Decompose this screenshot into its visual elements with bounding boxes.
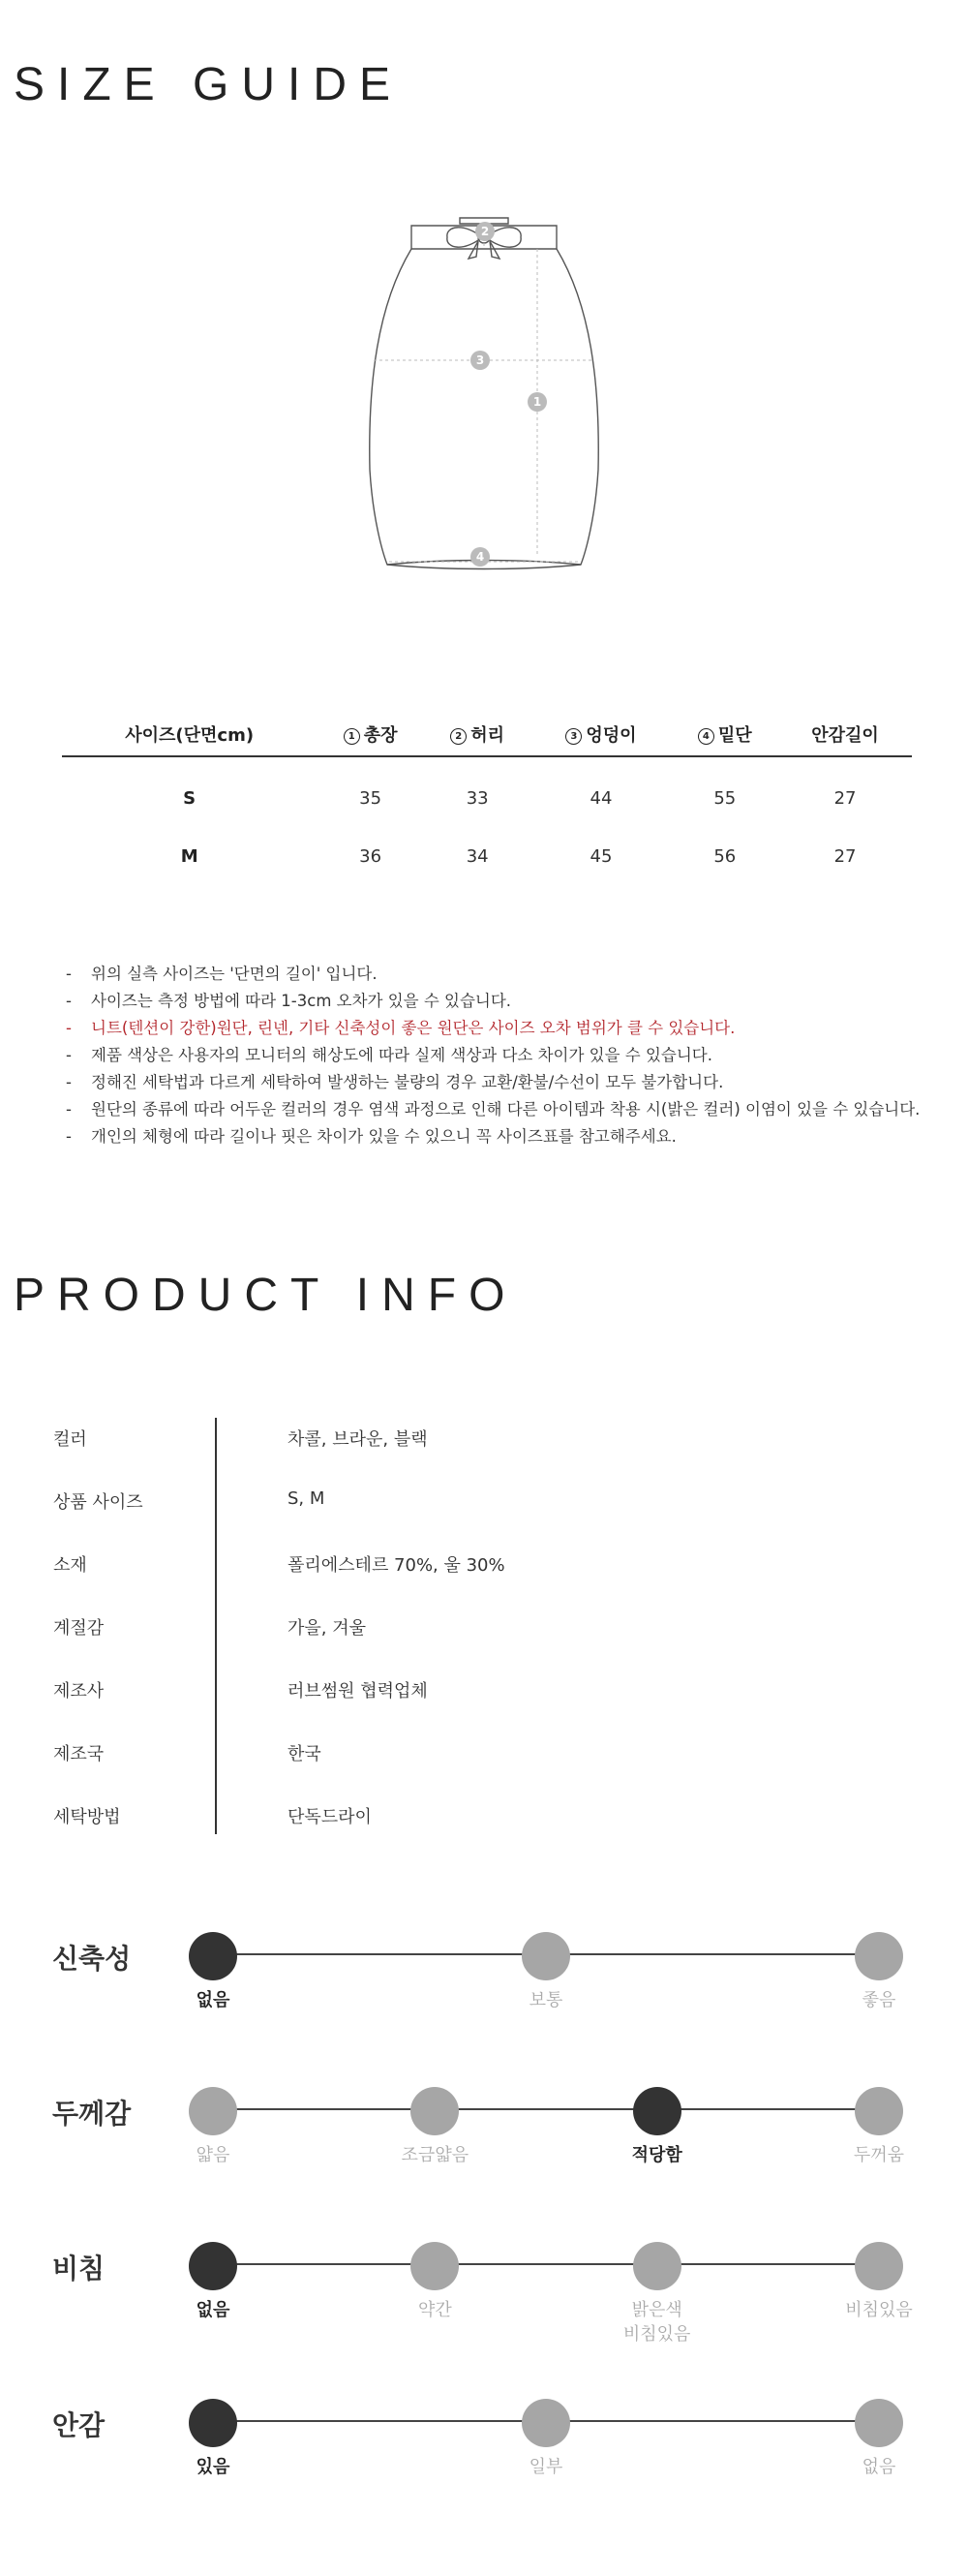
scale-dot-selected	[189, 1932, 237, 1980]
scale-track	[213, 2108, 879, 2110]
table-cell: 44	[590, 787, 613, 809]
info-value: 차콜, 브라운, 블랙	[287, 1429, 428, 1450]
info-row-season	[53, 1605, 905, 1668]
diagram-marker-4: 4	[470, 547, 490, 567]
scale-dot	[189, 2087, 237, 2135]
scale-option-label: 없음	[862, 2457, 896, 2477]
info-row-material	[53, 1542, 905, 1605]
info-key: 제조국	[53, 1744, 105, 1764]
scale-dot-selected	[189, 2399, 237, 2447]
size-notes-list	[66, 961, 937, 1150]
scale-dot	[633, 2242, 681, 2290]
info-key: 세탁방법	[53, 1807, 121, 1827]
info-row-washing	[53, 1794, 905, 1856]
product-info-table	[53, 1416, 905, 1856]
size-guide-title: SIZE GUIDE	[14, 59, 404, 110]
info-row-size	[53, 1479, 905, 1542]
scale-option-label: 없음	[196, 1990, 230, 2010]
scale-option-label: 두꺼움	[853, 2145, 905, 2165]
scale-option-label: 얇음	[196, 2145, 230, 2165]
header-hem: 4 밑단	[672, 712, 779, 756]
scale-dot	[855, 1932, 903, 1980]
scale-option-label: 있음	[196, 2457, 230, 2477]
scale-option-label: 적당함	[631, 2145, 682, 2165]
product-info-title: PRODUCT INFO	[14, 1270, 518, 1321]
note-item: - 사이즈는 측정 방법에 따라 1-3cm 오차가 있을 수 있습니다.	[66, 988, 937, 1015]
table-cell: 55	[713, 787, 737, 809]
note-item: - 제품 색상은 사용자의 모니터의 해상도에 따라 실제 색상과 다소 차이가 있을 수 있습니다.	[66, 1042, 937, 1069]
size-table	[62, 712, 912, 885]
scale-dot	[855, 2242, 903, 2290]
scale-option-label: 보통	[529, 1990, 563, 2010]
scale-dot	[855, 2399, 903, 2447]
header-waist: 2 허리	[424, 712, 531, 756]
info-value: S, M	[287, 1488, 325, 1509]
size-label: S	[183, 787, 197, 809]
table-cell: 36	[359, 845, 382, 867]
attribute-scale	[0, 2087, 968, 2203]
table-cell: 56	[713, 845, 737, 867]
header-lining-length: 안감길이	[811, 724, 879, 746]
info-key: 제조사	[53, 1681, 105, 1702]
header-total-length: 1 총장	[317, 712, 424, 756]
divider	[215, 1418, 217, 1834]
info-row-color	[53, 1416, 905, 1479]
info-key: 소재	[53, 1555, 87, 1576]
table-cell: 33	[466, 787, 489, 809]
attribute-scale	[0, 2242, 968, 2358]
table-cell: 34	[466, 845, 489, 867]
info-value: 폴리에스테르 70%, 울 30%	[287, 1555, 505, 1576]
table-cell: 45	[590, 845, 613, 867]
table-cell: 27	[833, 787, 857, 809]
size-table-header	[62, 712, 912, 756]
table-cell: 27	[833, 845, 857, 867]
attribute-label: 비침	[52, 2253, 106, 2285]
info-value: 한국	[287, 1744, 321, 1764]
header-hip: 3 엉덩이	[530, 712, 671, 756]
attribute-scale	[0, 1932, 968, 2048]
info-key: 계절감	[53, 1618, 105, 1639]
scale-dot	[522, 1932, 570, 1980]
scale-option-label: 밝은색 비침있음	[622, 2300, 691, 2345]
diagram-marker-2: 2	[475, 222, 495, 241]
scale-dot	[410, 2087, 459, 2135]
scale-option-label: 조금얇음	[401, 2145, 469, 2165]
scale-track	[213, 2263, 879, 2265]
scale-option-label: 비침있음	[845, 2300, 913, 2320]
info-value: 단독드라이	[287, 1807, 372, 1827]
info-value: 가을, 겨울	[287, 1618, 366, 1639]
scale-dot	[522, 2399, 570, 2447]
attribute-label: 두께감	[52, 2098, 132, 2130]
scale-dot	[410, 2242, 459, 2290]
header-size-unit: 사이즈(단면cm)	[125, 724, 255, 746]
scale-option-label: 약간	[417, 2300, 452, 2320]
table-cell: 35	[359, 787, 382, 809]
note-item: - 원단의 종류에 따라 어두운 컬러의 경우 염색 과정으로 인해 다른 아이템과 착용 시(밝은 컬러) 이염이 있을 수 있습니다.	[66, 1096, 937, 1123]
attribute-scale	[0, 2399, 968, 2515]
skirt-diagram	[368, 208, 600, 576]
info-row-country	[53, 1731, 905, 1794]
info-key: 상품 사이즈	[53, 1492, 143, 1513]
scale-dot-selected	[189, 2242, 237, 2290]
diagram-marker-1: 1	[528, 392, 547, 412]
size-label: M	[180, 845, 198, 867]
info-key: 컬러	[53, 1429, 87, 1450]
scale-option-label: 좋음	[862, 1990, 896, 2010]
note-item: - 개인의 체형에 따라 길이나 핏은 차이가 있을 수 있으니 꼭 사이즈표를 참고해주세요.	[66, 1123, 937, 1150]
note-item: - 위의 실측 사이즈는 '단면의 길이' 입니다.	[66, 961, 937, 988]
info-row-manufacturer	[53, 1668, 905, 1731]
note-item-warning: - 니트(텐션이 강한)원단, 린넨, 기타 신축성이 좋은 원단은 사이즈 오차 범위가 클 수 있습니다.	[66, 1015, 937, 1042]
diagram-marker-3: 3	[470, 351, 490, 370]
attribute-label: 신축성	[52, 1943, 132, 1975]
table-row	[62, 827, 912, 885]
scale-dot-selected	[633, 2087, 681, 2135]
scale-option-label: 일부	[529, 2457, 563, 2477]
scale-dot	[855, 2087, 903, 2135]
note-item: - 정해진 세탁법과 다르게 세탁하여 발생하는 불량의 경우 교환/환불/수선이 모두 불가합니다.	[66, 1069, 937, 1096]
attribute-label: 안감	[52, 2409, 106, 2441]
table-row	[62, 756, 912, 827]
scale-option-label: 없음	[196, 2300, 230, 2320]
info-value: 러브썸원 협력업체	[287, 1681, 428, 1702]
